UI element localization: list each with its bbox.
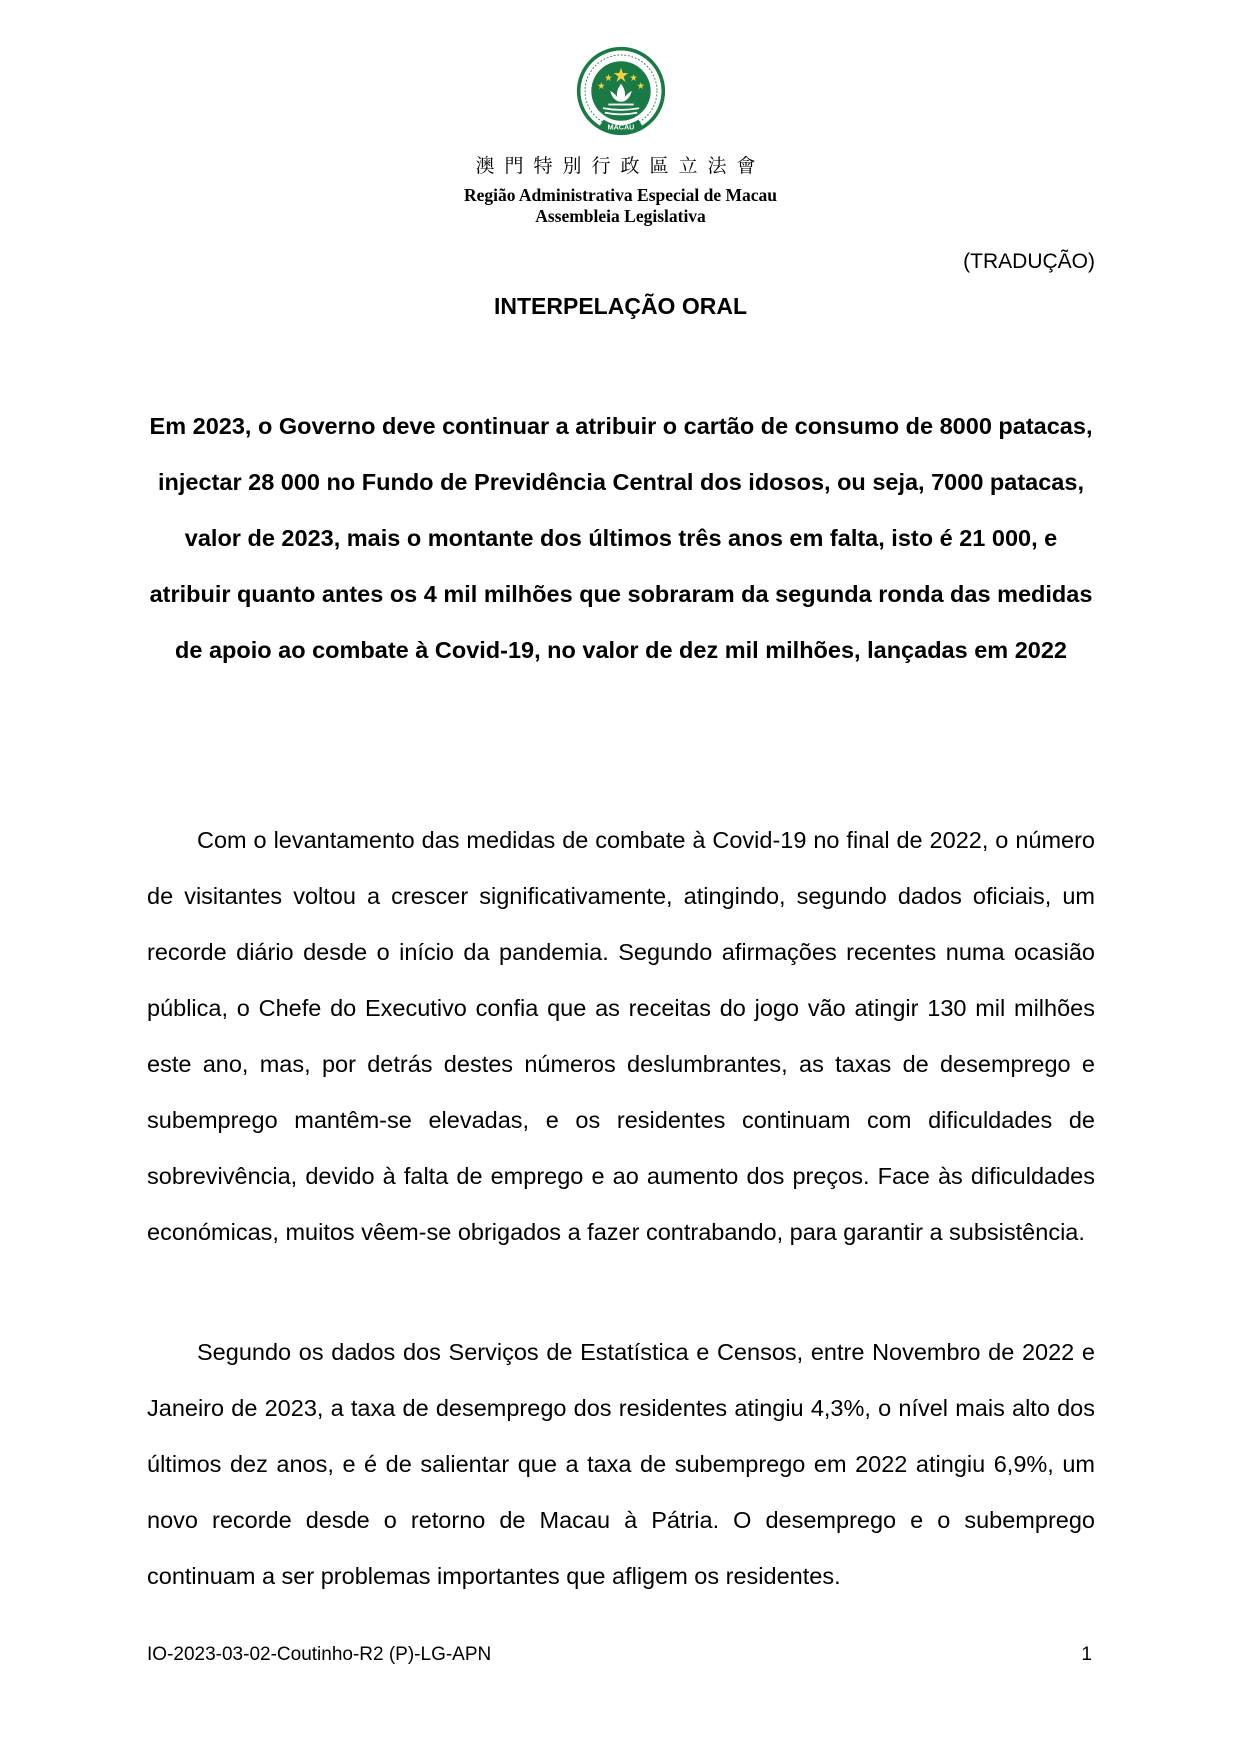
body-paragraph: Com o levantamento das medidas de combate à Covid-19 no final de 2022, o número de visitantes voltou a crescer significativamente, atingindo, segundo dados oficiais, um recorde diário desde o início da pandemia. Segundo afirmações recentes numa ocasião pública, o Chefe do Executivo confia que as receitas do jogo vão atingir 130 mil milhões este ano, mas, por detrás destes números deslumbrantes, as taxas de desemprego e subemprego mantêm-se elevadas, e os residentes continuam com dificuldades de sobrevivência, devido à falta de emprego e ao aumento dos preços. Face às dificuldades económicas, muitos vêem-se obrigados a fazer contrabando, para garantir a subsistência. <box>147 827 1095 1245</box>
page-number: 1 <box>1081 1644 1092 1665</box>
translation-note: (TRADUÇÃO) <box>963 250 1095 273</box>
document-reference: IO-2023-03-02-Coutinho-R2 (P)-LG-APN <box>147 1644 492 1665</box>
document-title: INTERPELAÇÃO ORAL <box>494 293 747 319</box>
institution-chinese-name: 澳門特別行政區立法會 <box>475 155 766 177</box>
institution-region-name: Região Administrativa Especial de Macau <box>463 185 778 205</box>
institution-assembly-name: Assembleia Legislativa <box>535 206 706 226</box>
lead-statement: Em 2023, o Governo deve continuar a atribuir o cartão de consumo de 8000 patacas, injectar 28 000 no Fundo de Previdência Central dos idosos, ou seja, 7000 patacas, valor de 2023, mais o montante dos últimos três anos em falta, isto é 21 000, e atribuir quanto antes os 4 mil milhões que sobraram da segunda ronda das medidas de apoio ao combate à Covid-19, no valor de dez mil milhões, lançadas em 2022 <box>149 413 1093 663</box>
body-paragraph: Segundo os dados dos Serviços de Estatística e Censos, entre Novembro de 2022 e Janeiro de 2023, a taxa de desemprego dos residentes atingiu 4,3%, o nível mais alto dos últimos dez anos, e é de salientar que a taxa de subemprego em 2022 atingiu 6,9%, um novo recorde desde o retorno de Macau à Pátria. O desemprego e o subemprego continuam a ser problemas importantes que afligem os residentes. <box>147 1339 1095 1589</box>
emblem-label: MACAU <box>607 122 635 132</box>
macau-emblem-icon <box>576 46 666 136</box>
